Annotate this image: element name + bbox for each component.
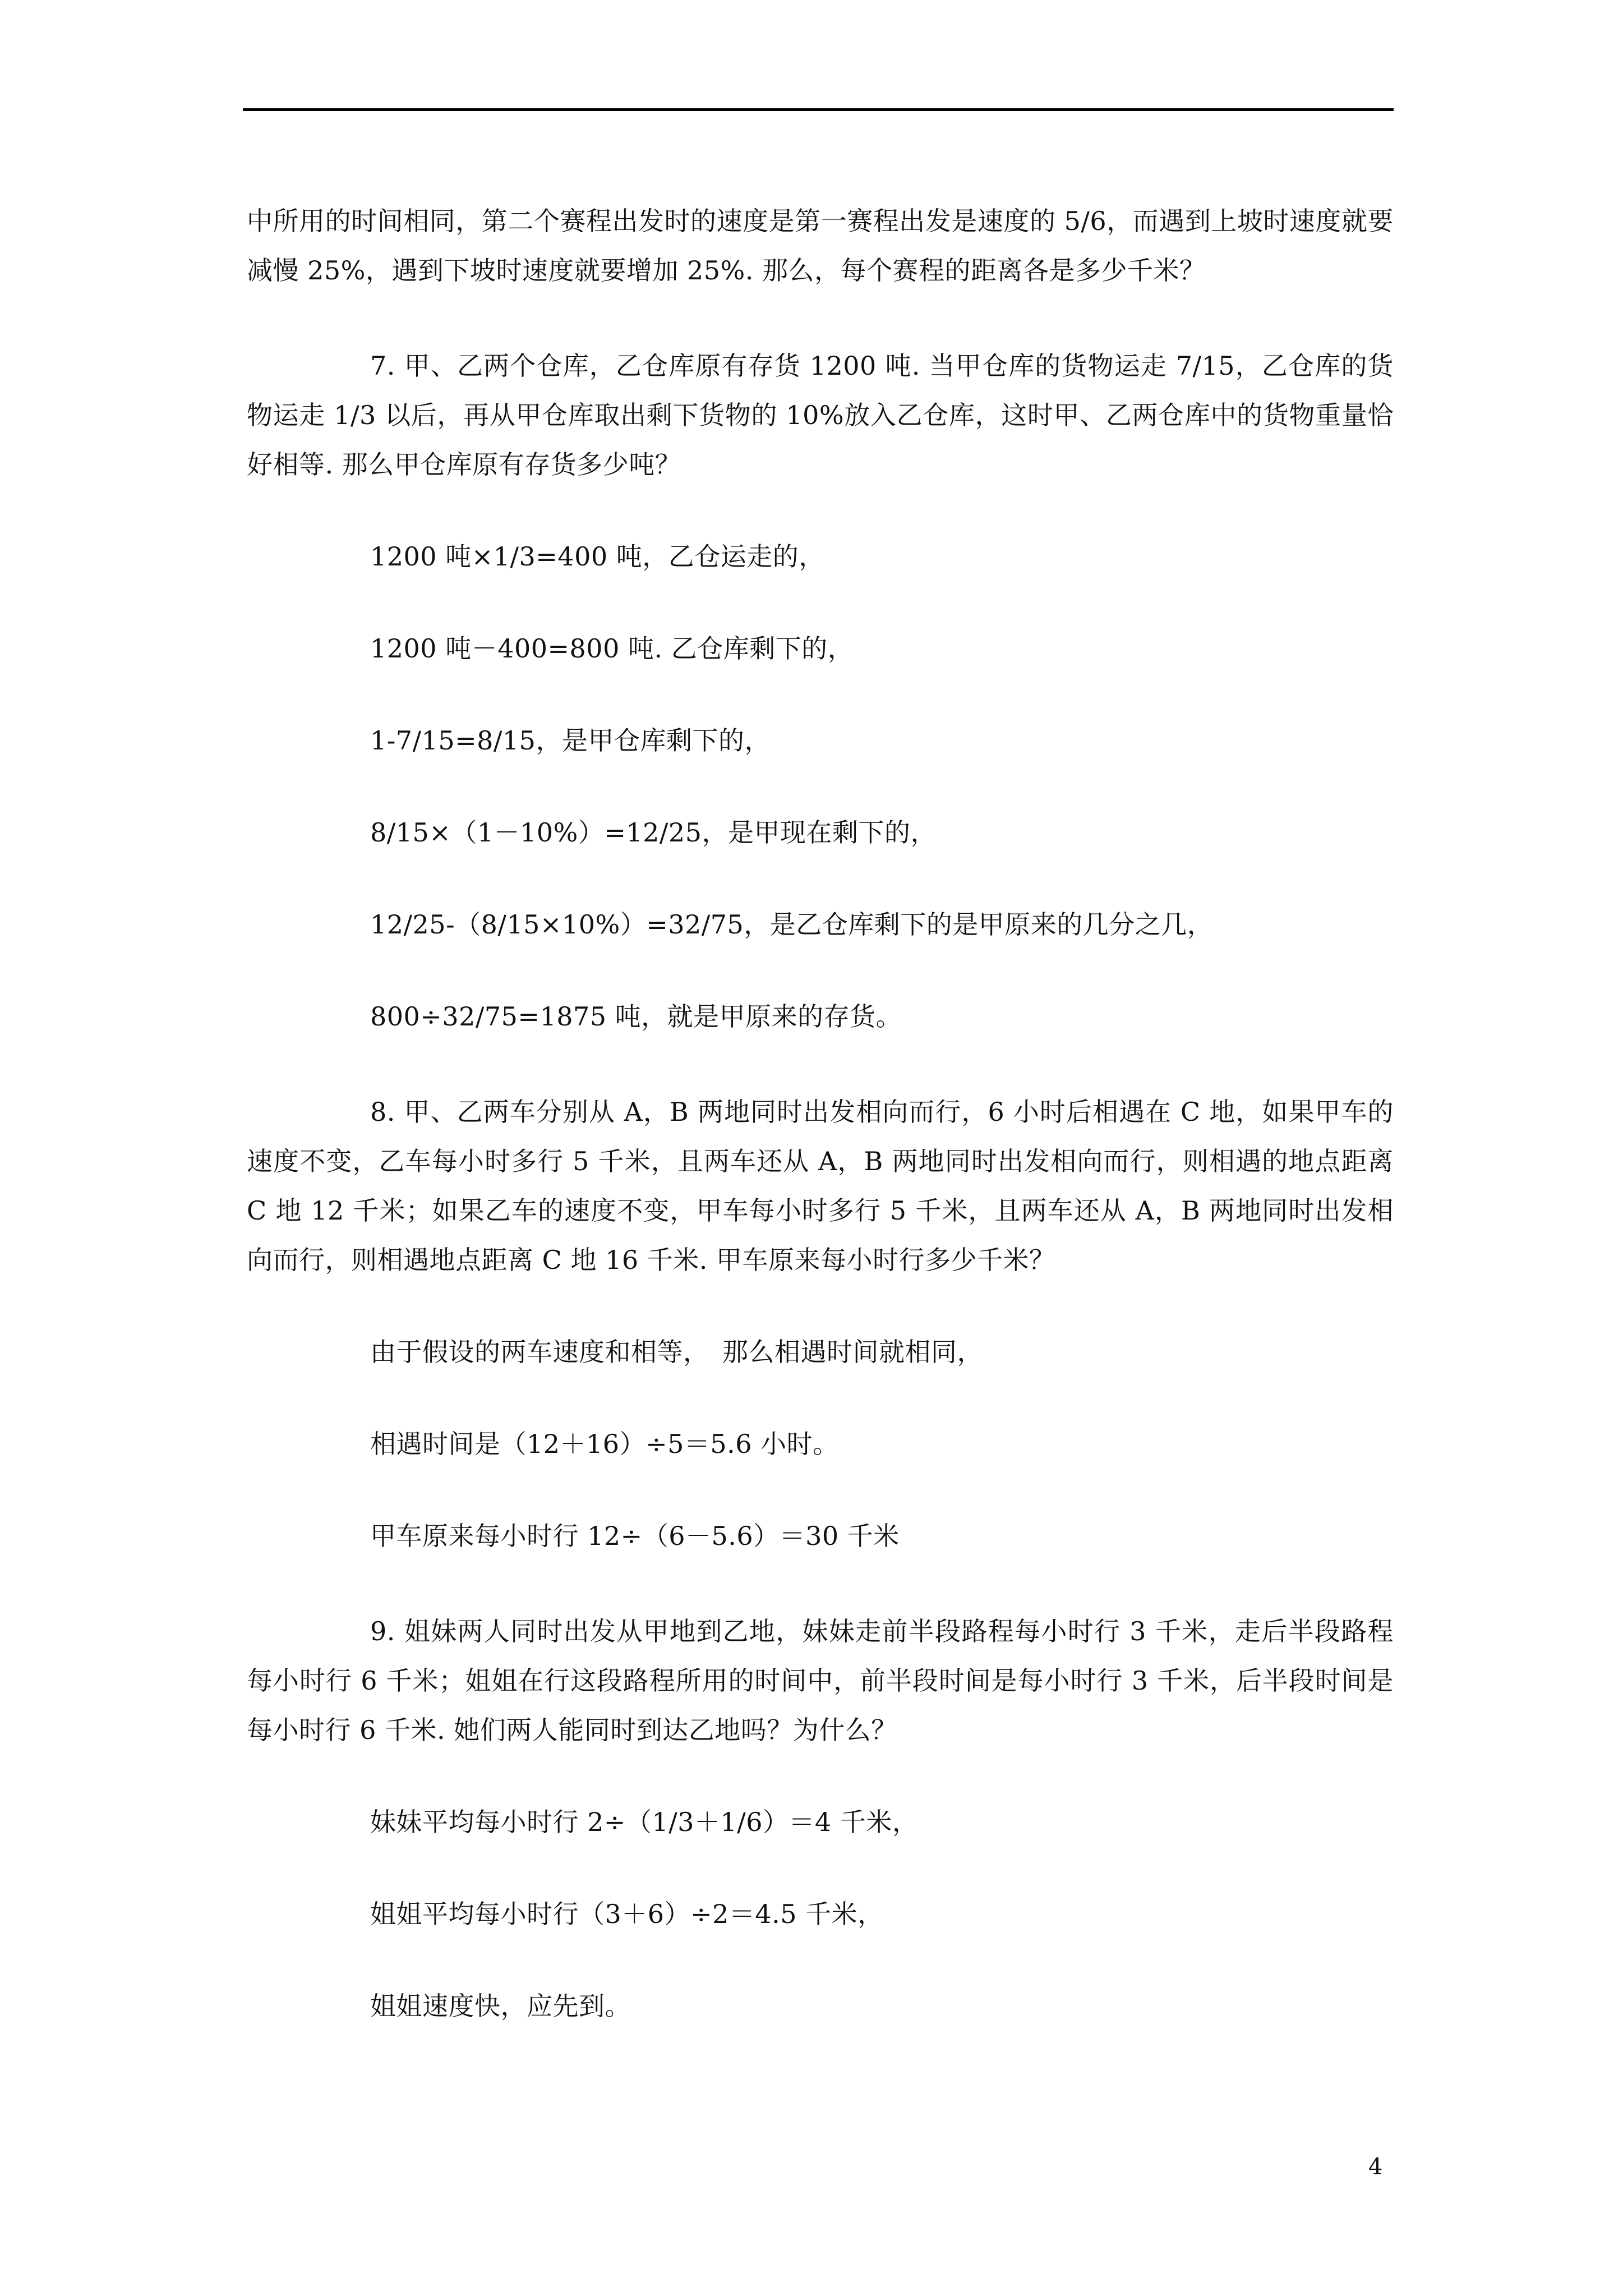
answer-9-step-2: 姐姐平均每小时行（3＋6）÷2＝4.5 千米， (370, 1899, 884, 1929)
header-rule (243, 108, 1394, 111)
answer-7-step-5: 12/25-（8/15×10%）=32/75，是乙仓库剩下的是甲原来的几分之几， (370, 909, 1214, 940)
answer-8-step-3: 甲车原来每小时行 12÷（6－5.6）＝30 千米 (370, 1521, 900, 1551)
answer-7-step-1: 1200 吨×1/3=400 吨，乙仓运走的， (370, 541, 825, 572)
page-number: 4 (1368, 2154, 1383, 2180)
question-9: 9. 姐妹两人同时出发从甲地到乙地，妹妹走前半段路程每小时行 3 千米，走后半段路程每小时行 6 千米；姐姐在行这段路程所用的时间中，前半段时间是每小时行 3 千米，后半段时间是每小时行 6 千米. 她们两人能同时到达乙地吗？为什么？ (247, 1616, 1394, 1745)
question-7: 7. 甲、乙两个仓库，乙仓库原有存货 1200 吨. 当甲仓库的货物运走 7/15，乙仓库的货物运走 1/3 以后，再从甲仓库取出剩下货物的 10%放入乙仓库，这时甲、乙两仓库中的货物重量恰好相等. 那么甲仓库原有存货多少吨？ (247, 351, 1394, 480)
answer-8-step-2: 相遇时间是（12＋16）÷5＝5.6 小时。 (370, 1429, 839, 1459)
answer-9-step-1: 妹妹平均每小时行 2÷（1/3＋1/6）＝4 千米， (370, 1807, 919, 1837)
paragraph-continuation: 中所用的时间相同，第二个赛程出发时的速度是第一赛程出发是速度的 5/6，而遇到上坡时速度就要减慢 25%，遇到下坡时速度就要增加 25%. 那么，每个赛程的距离各是多少千米？ (247, 206, 1394, 286)
answer-8-step-1: 由于假设的两车速度和相等， 那么相遇时间就相同， (370, 1337, 983, 1367)
answer-7-step-6: 800÷32/75=1875 吨，就是甲原来的存货。 (370, 1001, 902, 1032)
answer-7-step-3: 1-7/15=8/15，是甲仓库剩下的， (370, 725, 771, 756)
answer-7-step-4: 8/15×（1－10%）=12/25，是甲现在剩下的， (370, 817, 937, 848)
answer-9-step-3: 姐姐速度快，应先到。 (370, 1991, 631, 2021)
document-body (247, 196, 1394, 2031)
answer-7-step-2: 1200 吨－400=800 吨. 乙仓库剩下的， (370, 633, 854, 664)
question-8: 8. 甲、乙两车分别从 A，B 两地同时出发相向而行，6 小时后相遇在 C 地，如果甲车的速度不变，乙车每小时多行 5 千米，且两车还从 A，B 两地同时出发相向而行，则相遇的地点距离 C 地 12 千米；如果乙车的速度不变，甲车每小时多行 5 千米，且两车还从 A，B 两地同时出发相向而行，则相遇地点距离 C 地 16 千米. 甲车原来每小时行多少千米？ (247, 1097, 1394, 1275)
